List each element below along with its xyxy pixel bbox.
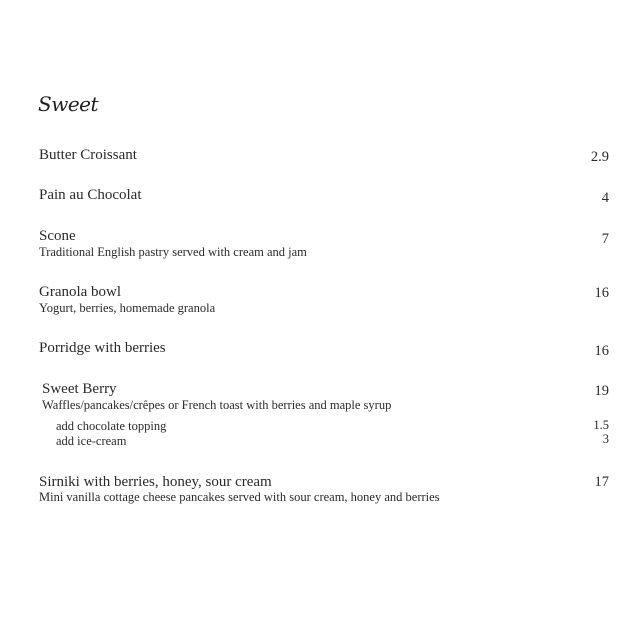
section-title: Sweet bbox=[38, 92, 99, 116]
menu-item-name: Porridge with berries bbox=[39, 340, 166, 356]
menu-item-price: 17 bbox=[594, 474, 609, 490]
menu-item-price: 7 bbox=[601, 231, 609, 247]
menu-item-description: Mini vanilla cottage cheese pancakes served with sour cream, honey and berries bbox=[39, 490, 440, 504]
menu-item-name: Sirniki with berries, honey, sour cream bbox=[39, 474, 272, 490]
menu-item-price: 16 bbox=[594, 343, 609, 359]
addon-price: 3 bbox=[602, 432, 609, 446]
menu-item-price: 4 bbox=[601, 190, 609, 206]
menu-item-name: Granola bowl bbox=[39, 284, 122, 300]
menu-item-price: 16 bbox=[594, 285, 609, 301]
menu-item-name: Pain au Chocolat bbox=[39, 187, 142, 203]
menu-item-name: Scone bbox=[39, 228, 76, 244]
addon-label: add ice-cream bbox=[56, 434, 127, 448]
menu-item-description: Waffles/pancakes/crêpes or French toast with berries and maple syrup bbox=[42, 398, 392, 412]
addon-price: 1.5 bbox=[593, 418, 609, 432]
addon-label: add chocolate topping bbox=[56, 419, 167, 433]
menu-item-price: 2.9 bbox=[590, 149, 609, 165]
menu-item-price: 19 bbox=[594, 383, 609, 399]
menu-item-description: Traditional English pastry served with cream and jam bbox=[39, 245, 307, 259]
menu-item-description: Yogurt, berries, homemade granola bbox=[39, 301, 216, 315]
menu-item-name: Butter Croissant bbox=[39, 147, 137, 163]
menu-item-name: Sweet Berry bbox=[42, 381, 117, 397]
